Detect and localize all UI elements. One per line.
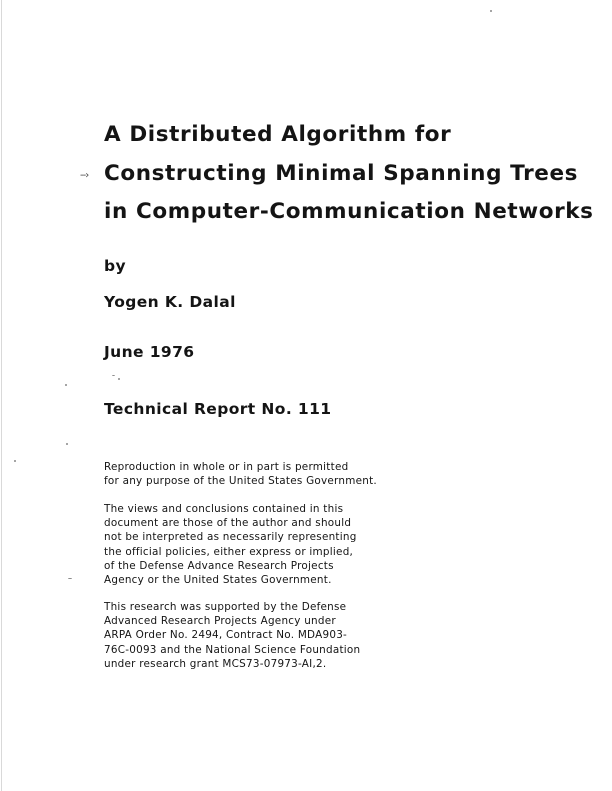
notice-line: document are those of the author and should	[104, 517, 352, 530]
notice-line: not be interpreted as necessarily representing	[104, 531, 357, 544]
scan-speck	[490, 10, 492, 12]
notice-line: The views and conclusions contained in this	[104, 503, 344, 515]
notice-line: of the Defense Advance Research Projects	[104, 559, 334, 572]
margin-mark: --›	[80, 170, 89, 181]
scan-speck	[112, 375, 115, 376]
notice-line: 76C-0093 and the National Science Foundation	[104, 643, 361, 656]
title-line-1: A Distributed Algorithm for	[104, 122, 452, 147]
title-line-2: Constructing Minimal Spanning Trees	[104, 161, 579, 186]
scan-speck	[118, 378, 120, 380]
scan-edge	[1, 0, 2, 791]
author-name: Yogen K. Dalal	[104, 293, 236, 311]
scan-speck	[66, 443, 68, 445]
scan-speck	[65, 384, 67, 386]
reproduction-notice	[104, 460, 377, 488]
notice-line: the official policies, either express or implied,	[104, 545, 354, 558]
scan-speck	[14, 460, 16, 462]
report-number: Technical Report No. 111	[104, 400, 332, 418]
scan-speck	[68, 578, 72, 579]
disclaimer-notice	[104, 502, 374, 587]
by-label: by	[104, 257, 126, 275]
notice-line: Advanced Research Projects Agency under	[104, 615, 336, 628]
notice-line: under research grant MCS73-07973-AI,2.	[104, 657, 327, 670]
title-line-3: in Computer-Communication Networks	[104, 199, 594, 224]
notice-line: Agency or the United States Government.	[104, 573, 332, 586]
notice-line: This research was supported by the Defense	[104, 601, 347, 613]
notice-line: Reproduction in whole or in part is permitted	[104, 461, 349, 473]
notice-line: ARPA Order No. 2494, Contract No. MDA903-	[104, 629, 348, 642]
notice-line: for any purpose of the United States Government.	[104, 475, 377, 488]
publication-date: June 1976	[104, 343, 195, 361]
funding-notice	[104, 600, 374, 671]
